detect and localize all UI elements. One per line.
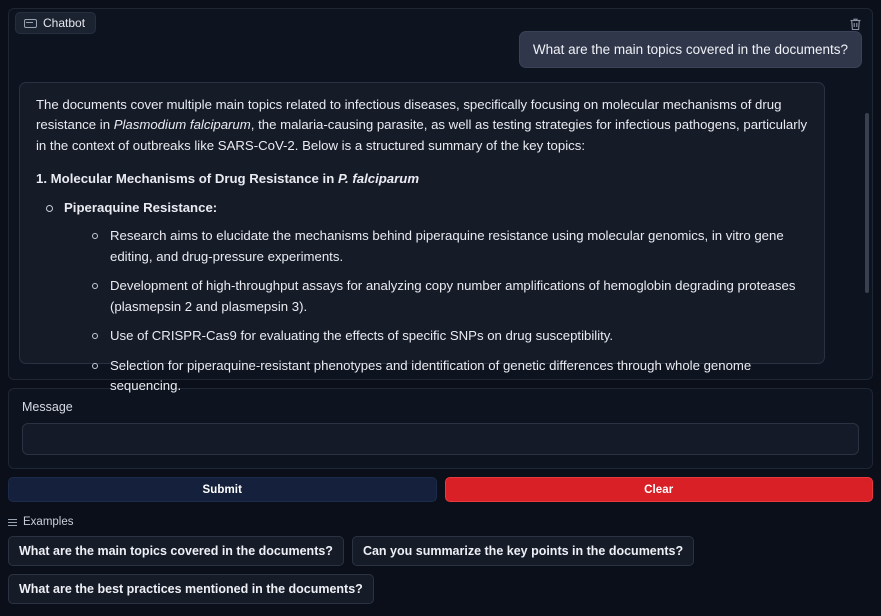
scrollbar[interactable] xyxy=(865,53,869,375)
bot-intro-species-italic: Plasmodium falciparum xyxy=(113,117,251,133)
message-list xyxy=(9,31,872,393)
clear-button[interactable]: Clear xyxy=(445,477,874,502)
action-button-row xyxy=(8,477,873,502)
examples-title-label: Examples xyxy=(23,516,74,528)
bot-section-heading-species-italic: P. falciparum xyxy=(337,171,420,187)
examples-section xyxy=(8,516,873,604)
bot-intro-paragraph xyxy=(36,95,808,156)
chatbot-header xyxy=(9,9,872,31)
list-item xyxy=(44,198,808,397)
chatbot-panel xyxy=(8,8,873,393)
example-chip-2[interactable]: Can you summarize the key points in the documents? xyxy=(352,536,694,566)
scrollbar-thumb[interactable] xyxy=(865,113,869,293)
bot-bullet-level-1 xyxy=(36,198,808,397)
message-input-panel xyxy=(8,388,873,469)
bot-bullet-level-2 xyxy=(64,226,808,396)
examples-chip-list xyxy=(8,536,728,604)
user-message-bubble: What are the main topics covered in the documents? xyxy=(519,31,862,68)
bot-message-bubble xyxy=(19,82,825,393)
submit-button[interactable]: Submit xyxy=(8,477,437,502)
example-chip-1[interactable]: What are the main topics covered in the documents? xyxy=(8,536,344,566)
bot-subsection-label: Piperaquine Resistance: xyxy=(64,199,218,215)
list-item: Use of CRISPR-Cas9 for evaluating the effects of specific SNPs on drug susceptibility. xyxy=(92,326,808,346)
bot-intro-part-2: , the malaria-causing parasite, as well as testing strategies for infectious pathogens, particularly in the context of outbreaks like SARS-CoV-2. Below is a structured summary of the key topics: xyxy=(36,117,808,153)
bot-section-heading-part-1: 1. Molecular Mechanisms of Drug Resistance in xyxy=(36,171,338,187)
bot-intro-part-1: The documents cover multiple main topics related to infectious diseases, specifically focusing on molecular mechanisms of drug resistance in xyxy=(36,97,782,133)
trash-icon[interactable] xyxy=(847,15,864,32)
message-input[interactable] xyxy=(22,423,859,455)
user-message-row xyxy=(19,31,862,68)
bot-message-row xyxy=(19,82,862,393)
message-input-label: Message xyxy=(22,400,73,414)
list-item: Development of high-throughput assays for analyzing copy number amplifications of hemoglobin degrading proteases (plasmepsin 2 and plasmepsin 3). xyxy=(92,276,808,317)
list-item: Selection for piperaquine-resistant phenotypes and identification of genetic differences through whole genome sequencing. xyxy=(92,356,808,397)
tab-chatbot-label: Chatbot xyxy=(43,16,86,30)
chat-bubble-icon xyxy=(24,19,37,28)
list-icon xyxy=(8,519,17,526)
example-chip-3[interactable]: What are the best practices mentioned in the documents? xyxy=(8,574,374,604)
examples-title-row xyxy=(8,516,873,528)
list-item: Research aims to elucidate the mechanisms behind piperaquine resistance using molecular genomics, in vitro gene editing, and drug-pressure experiments. xyxy=(92,226,808,267)
bot-section-heading xyxy=(36,169,808,189)
